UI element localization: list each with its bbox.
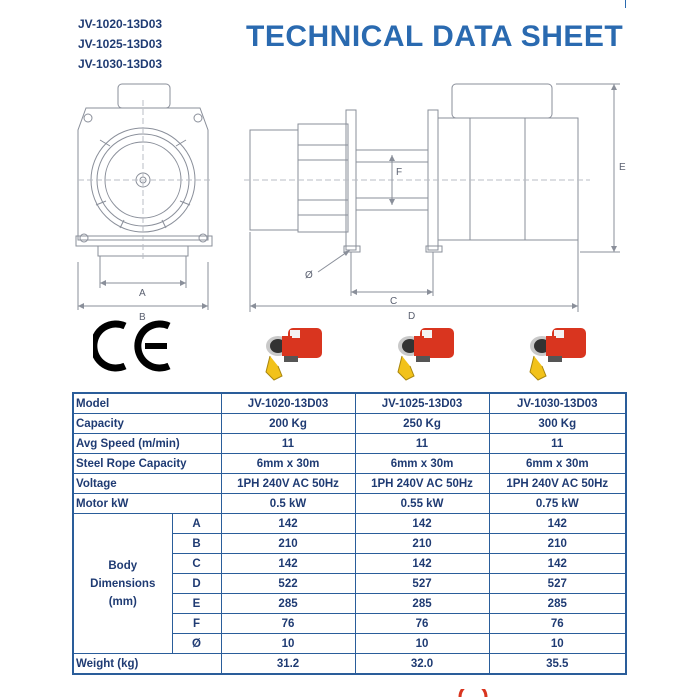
dimensions-group-label	[73, 514, 172, 654]
row-label: Capacity	[73, 414, 221, 434]
table-cell: 142	[221, 514, 355, 534]
model-code: JV-1030-13D03	[78, 57, 163, 71]
table-cell: 10	[355, 634, 489, 654]
dimension-key: C	[172, 554, 221, 574]
row-label: Steel Rope Capacity	[73, 454, 221, 474]
dimensions-group-line: Dimensions	[90, 577, 156, 590]
table-cell: 285	[355, 594, 489, 614]
side-view-drawing	[250, 84, 578, 252]
table-cell: 1PH 240V AC 50Hz	[221, 474, 355, 494]
table-cell: 142	[221, 554, 355, 574]
table-cell: 1PH 240V AC 50Hz	[355, 474, 489, 494]
table-cell: 300 Kg	[489, 414, 626, 434]
winch-photo	[522, 322, 592, 384]
table-row	[73, 514, 626, 534]
row-label: Model	[73, 393, 221, 414]
table-cell: 210	[489, 534, 626, 554]
table-cell: 76	[355, 614, 489, 634]
row-label: Motor kW	[73, 494, 221, 514]
table-cell: 6mm x 30m	[221, 454, 355, 474]
table-cell: 76	[489, 614, 626, 634]
dimension-label-c: C	[390, 296, 398, 307]
table-cell: 522	[221, 574, 355, 594]
dimension-key: Ø	[172, 634, 221, 654]
table-cell: 11	[355, 434, 489, 454]
model-code: JV-1025-13D03	[78, 37, 163, 51]
table-cell: 285	[489, 594, 626, 614]
technical-drawing	[0, 0, 697, 320]
front-view-drawing	[76, 84, 212, 256]
table-cell: 210	[355, 534, 489, 554]
model-code: JV-1020-13D03	[78, 17, 163, 31]
dimension-label-f: F	[396, 167, 403, 178]
dimension-label-e: E	[619, 162, 626, 173]
dimensions-group-line: Body	[108, 559, 138, 572]
table-cell: 527	[489, 574, 626, 594]
table-cell: 6mm x 30m	[355, 454, 489, 474]
dimension-key: B	[172, 534, 221, 554]
table-cell: 250 Kg	[355, 414, 489, 434]
table-row	[73, 654, 626, 675]
table-cell: 527	[355, 574, 489, 594]
table-cell: 10	[489, 634, 626, 654]
table-cell: 35.5	[489, 654, 626, 675]
product-image	[390, 322, 460, 384]
table-row	[73, 414, 626, 434]
dimension-key: A	[172, 514, 221, 534]
table-cell: 0.55 kW	[355, 494, 489, 514]
dimensions-group-line: (mm)	[108, 595, 137, 608]
table-cell: 285	[221, 594, 355, 614]
row-label: Avg Speed (m/min)	[73, 434, 221, 454]
table-cell: 76	[221, 614, 355, 634]
product-image	[258, 322, 328, 384]
table-cell: 142	[489, 514, 626, 534]
table-cell: 0.75 kW	[489, 494, 626, 514]
dimension-key: E	[172, 594, 221, 614]
partial-logo-icon	[458, 689, 488, 697]
table-cell: 142	[355, 554, 489, 574]
dimension-key: D	[172, 574, 221, 594]
table-cell: 142	[489, 554, 626, 574]
table-cell: 0.5 kW	[221, 494, 355, 514]
page-title: TECHNICAL DATA SHEET	[246, 20, 624, 53]
table-row	[73, 454, 626, 474]
table-row	[73, 434, 626, 454]
row-label: Voltage	[73, 474, 221, 494]
table-cell: 11	[489, 434, 626, 454]
table-cell: 6mm x 30m	[489, 454, 626, 474]
model-cell: JV-1020-13D03	[221, 393, 355, 414]
dimension-label-diameter: Ø	[305, 270, 313, 281]
winch-photo	[390, 322, 460, 384]
model-cell: JV-1025-13D03	[355, 393, 489, 414]
table-cell: 200 Kg	[221, 414, 355, 434]
winch-photo	[258, 322, 328, 384]
table-cell: 210	[221, 534, 355, 554]
row-label: Weight (kg)	[73, 654, 221, 675]
spec-table	[72, 392, 627, 675]
table-row	[73, 393, 626, 414]
table-row	[73, 494, 626, 514]
table-row	[73, 474, 626, 494]
table-cell: 11	[221, 434, 355, 454]
table-cell: 142	[355, 514, 489, 534]
ce-mark-logo	[93, 320, 173, 372]
table-cell: 32.0	[355, 654, 489, 675]
table-cell: 10	[221, 634, 355, 654]
model-cell: JV-1030-13D03	[489, 393, 626, 414]
dimension-label-a: A	[139, 288, 146, 299]
dimension-label-b: B	[139, 312, 146, 320]
table-cell: 1PH 240V AC 50Hz	[489, 474, 626, 494]
table-cell: 31.2	[221, 654, 355, 675]
dimension-key: F	[172, 614, 221, 634]
product-image	[522, 322, 592, 384]
dimension-label-d: D	[408, 311, 416, 320]
